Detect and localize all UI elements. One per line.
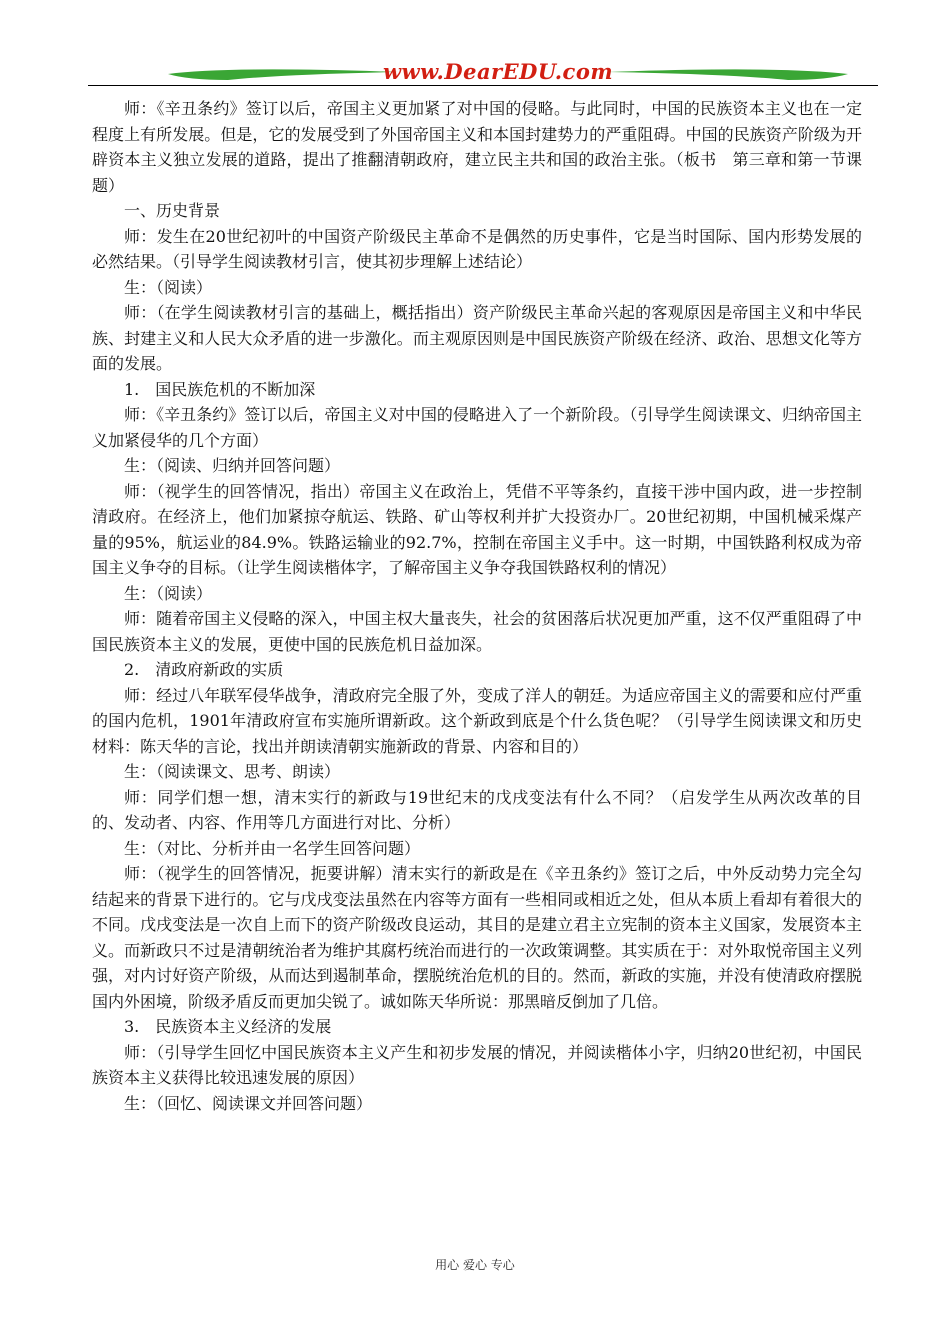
paragraph: 生：（对比、分析并由一名学生回答问题） <box>124 838 421 858</box>
paragraph: 生：（阅读课文、思考、朗读） <box>124 762 341 781</box>
subsection-heading: 3. 民族资本主义经济的发展 <box>124 1017 332 1036</box>
right-swoosh-icon <box>608 68 848 80</box>
paragraph: 师：（在学生阅读教材引言的基础上，概括指出）资产阶级民主革命兴起的客观原因是帝国主义和中华民族、封建主义和人民大众矛盾的进一步激化。而主观原因则是中国民族资产阶级在经济、政治、思想文化等方面的发展。 <box>92 303 862 373</box>
paragraph: 生：（阅读） <box>124 583 213 603</box>
paragraph: 师：（引导学生回忆中国民族资本主义产生和初步发展的情况，并阅读楷体小字，归纳20世纪初，中国民族资本主义获得比较迅速发展的原因） <box>92 1042 862 1087</box>
paragraph: 师：（视学生的回答情况，指出）帝国主义在政治上，凭借不平等条约，直接干涉中国内政，进一步控制清政府。在经济上，他们加紧掠夺航运、铁路、矿山等权利并扩大投资办厂。20世纪初期，中国机械采煤产量的95%，航运业的84.9%。铁路运输业的92.7%，控制在帝国主义手中。这一时期，中国铁路利权成为帝国主义争夺的目标。（让学生阅读楷体字，了解帝国主义争夺我国铁路权利的情况） <box>92 481 862 577</box>
paragraph: 师：发生在20世纪初叶的中国资产阶级民主革命不是偶然的历史事件，它是当时国际、国内形势发展的必然结果。（引导学生阅读教材引言，使其初步理解上述结论） <box>92 226 862 271</box>
page-header <box>88 60 878 92</box>
paragraph: 师：同学们想一想，清末实行的新政与19世纪末的戊戌变法有什么不同？（启发学生从两次改革的目的、发动者、内容、作用等几方面进行对比、分析） <box>92 787 862 832</box>
section-heading: 一、历史背景 <box>124 201 221 220</box>
subsection-heading: 1. 国民族危机的不断加深 <box>124 379 316 399</box>
document-body <box>92 96 862 1116</box>
paragraph: 生：（阅读） <box>124 277 213 297</box>
paragraph: 生：（阅读、归纳并回答问题） <box>124 456 341 475</box>
paragraph: 师：《辛丑条约》签订以后，帝国主义更加紧了对中国的侵略。与此同时，中国的民族资本主义也在一定程度上有所发展。但是，它的发展受到了外国帝国主义和本国封建势力的严重阻碍。中国的民族资产阶级为开辟资本主义独立发展的道路，提出了推翻清朝政府，建立民主共和国的政治主张。（板书 第三章和第一节课题） <box>92 99 862 195</box>
page-footer: 用心 爱心 专心 <box>435 1258 515 1272</box>
paragraph: 生：（回忆、阅读课文并回答问题） <box>124 1093 373 1113</box>
header-rule <box>88 85 878 86</box>
paragraph: 师：随着帝国主义侵略的深入，中国主权大量丧失，社会的贫困落后状况更加严重，这不仅严重阻碍了中国民族资本主义的发展，更使中国的民族危机日益加深。 <box>92 609 862 654</box>
paragraph: 师：（视学生的回答情况，扼要讲解）清末实行的新政是在《辛丑条约》签订之后，中外反动势力完全勾结起来的背景下进行的。它与戊戌变法虽然在内容等方面有一些相同或相近之处，但从本质上看却有着很大的不同。戊戌变法是一次自上而下的资产阶级改良运动，其目的是建立君主立宪制的资本主义国家，发展资本主义。而新政只不过是清朝统治者为维护其腐朽统治而进行的一次政策调整。其实质在于：对外取悦帝国主义列强，对内讨好资产阶级，从而达到遏制革命，摆脱统治危机的目的。然而，新政的实施，并没有使清政府摆脱国内外困境，阶级矛盾反而更加尖锐了。诚如陈天华所说：那黑暗反倒加了几倍。 <box>92 864 862 1011</box>
left-swoosh-icon <box>168 68 398 80</box>
paragraph: 师：《辛丑条约》签订以后，帝国主义对中国的侵略进入了一个新阶段。（引导学生阅读课文、归纳帝国主义加紧侵华的几个方面） <box>92 405 862 450</box>
site-logo: www.DearEDU.com <box>382 59 614 84</box>
subsection-heading: 2. 清政府新政的实质 <box>124 660 284 679</box>
paragraph: 师：经过八年联军侵华战争，清政府完全服了外，变成了洋人的朝廷。为适应帝国主义的需要和应付严重的国内危机，1901年清政府宣布实施所谓新政。这个新政到底是个什么货色呢？（引导学生阅读课文和历史材料：陈天华的言论，找出并朗读清朝实施新政的背景、内容和目的） <box>92 685 862 756</box>
